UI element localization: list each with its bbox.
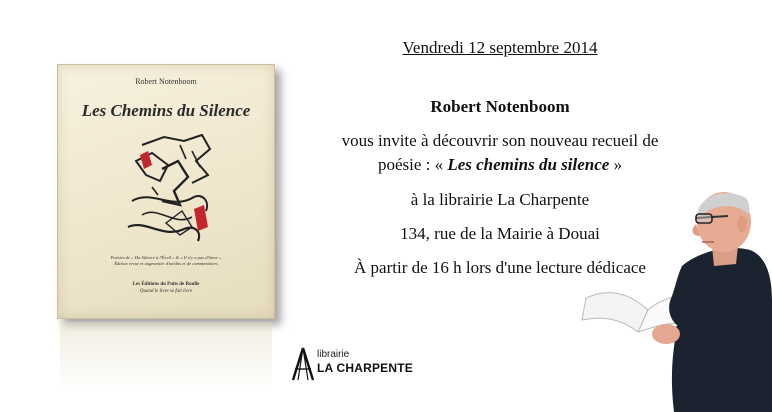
book-title-mention: Les chemins du silence <box>447 155 610 174</box>
logo-big-text: LA CHARPENTE <box>317 361 413 375</box>
abstract-ink-artwork <box>122 131 220 247</box>
charpente-roof-icon <box>291 347 315 381</box>
reader-portrait <box>578 180 772 412</box>
author-name: Robert Notenboom <box>430 97 570 116</box>
librairie-logo <box>291 343 441 385</box>
invitation-line: vous invite à découvrir son nouveau recueil de <box>341 131 659 150</box>
book-reflection <box>60 322 272 392</box>
venue-line: à la librairie La Charpente <box>410 190 590 209</box>
book-author: Robert Notenboom <box>135 77 197 86</box>
invitation-book-line: poésie : « Les chemins du silence » <box>377 155 623 174</box>
book-cover <box>57 64 275 319</box>
event-date: Vendredi 12 septembre 2014 <box>402 38 598 57</box>
book-publisher: Les Éditions du Puits de Roulle Quand le livre se fait livre <box>132 282 200 294</box>
logo-small-text: librairie <box>317 349 350 360</box>
address-line: 134, rue de la Mairie à Douai <box>400 224 600 243</box>
time-line: À partir de 16 h lors d'une lecture dédicace <box>354 258 646 277</box>
book-title: Les Chemins du Silence <box>81 101 251 120</box>
book-subtitle: Poésies de « Du Silence à l'Éveil » & « Il n'y a pas d'hiver » Édition revue et augmentée d'inédits et de commentaires <box>110 255 222 266</box>
